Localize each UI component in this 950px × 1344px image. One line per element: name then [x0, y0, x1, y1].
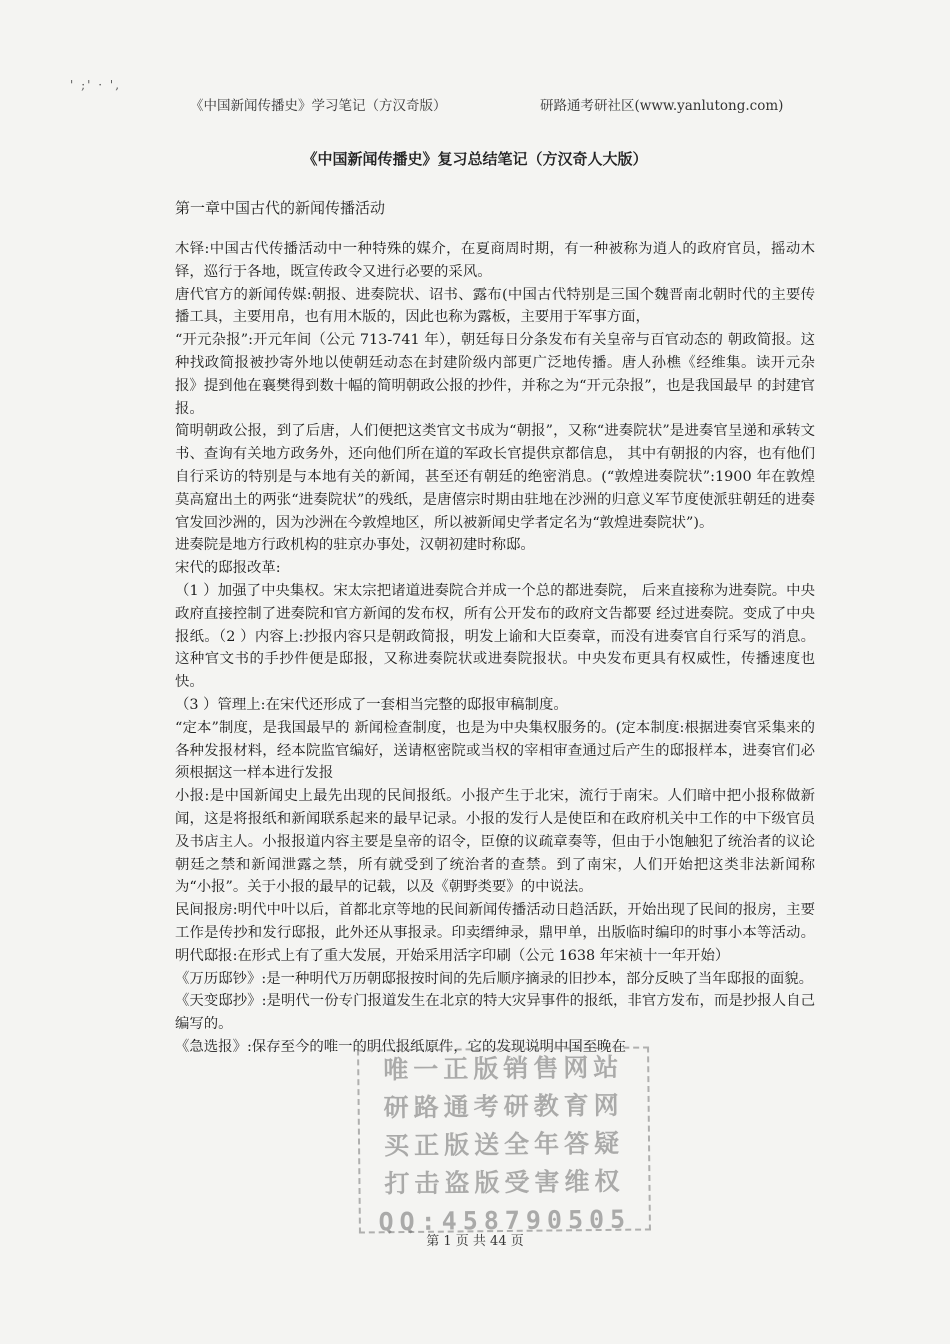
- paragraph: 民间报房:明代中叶以后，首都北京等地的民间新闻传播活动日趋活跃，开始出现了民间的报房，主要工作是传抄和发行邸报，此外还从事报录。印卖缙绅录，鼎甲单，出版临时编印的时事小本等活动。明代邸报:在形式上有了重大发展，开始采用活字印刷（公元 1638 年宋祯十一年开始）: [175, 902, 815, 964]
- paragraph: 木铎:中国古代传播活动中一种特殊的媒介，在夏商周时期，有一种被称为逍人的政府官员，摇动木铎，巡行于各地，既宣传政令又进行必要的采风。: [175, 241, 815, 280]
- paragraph: 小报:是中国新闻史上最先出现的民间报纸。小报产生于北宋，流行于南宋。人们暗中把小报称做新闻，这是将报纸和新闻联系起来的最早记录。小报的发行人是使臣和在政府机关中工作的中下级官员及书店主人。小报报道内容主要是皇帝的诏令，臣僚的议疏章奏等，但由于小饱触犯了统治者的议论朝廷之禁和新闻泄露之禁，所有就受到了统治者的查禁。到了南宋，人们开始把这类非法新闻称 为“小报”。关于小报的最早的记载，以及《朝野类要》的中说法。: [175, 788, 815, 896]
- watermark-stamp: [357, 1046, 651, 1237]
- body-text: [175, 238, 815, 1059]
- stamp-line: 研路通考研教育网: [383, 1090, 624, 1123]
- paragraph: 简明朝政公报，到了后唐，人们便把这类官文书成为“朝报”，又称“进奏院状”是进奏官呈递和承转文书、查询有关地方政务外，还向他们所在道的军政长官提供京都信息， 其中有朝报的内容，也有他们自行采访的特别是与本地有关的新闻，甚至还有朝廷的绝密消息。(“敦煌进奏院状”:1900 年在敦煌莫高窟出土的两张“进奏院状”的残纸，是唐僖宗时期由驻地在沙洲的归意义军节度使派驻朝廷的进奏官发回沙洲的，因为沙洲在今敦煌地区，所以被新闻史学者定名为“敦煌进奏院状”)。: [175, 423, 815, 531]
- paragraph: “开元杂报”:开元年间（公元 713-741 年），朝廷每日分条发布有关皇帝与百官动态的 朝政简报。这种找政简报被抄寄外地以使朝廷动态在封建阶级内部更广泛地传播。唐人孙樵《经维集。读开元杂报》提到他在襄樊得到数十幅的简明朝政公报的抄件，并称之为“开元杂报”，也是我国最早 的封建官报。: [175, 332, 815, 417]
- stamp-qq: QQ:458790505: [378, 1204, 632, 1237]
- paragraph: 唐代官方的新闻传媒:朝报、进奏院状、诏书、露布(中国古代特别是三国个魏晋南北朝时代的主要传播工具，主要用帛，也有用木版的，因此也称为露板，主要用于军事方面，: [175, 286, 815, 326]
- stamp-line: 买正版送全年答疑: [383, 1128, 625, 1161]
- paragraph: 宋代的邸报改革:: [175, 560, 281, 577]
- paragraph: 进奏院是地方行政机构的驻京办事处，汉朝初建时称邸。: [175, 537, 535, 554]
- paragraph: 《天变邸抄》:是明代一份专门报道发生在北京的特大灾异事件的报纸，非官方发布，而是抄报人自己编写的。: [175, 993, 815, 1033]
- page-header: [190, 94, 820, 114]
- paragraph: （1 ）加强了中央集权。宋太宗把诸道进奏院合并成一个总的都进奏院， 后来直接称为进奏院。中央政府直接控制了进奏院和官方新闻的发布权，所有公开发布的政府文告都要 经过进奏院。变成了中央报纸。（2 ）内容上:抄报内容只是朝政简报，明发上谕和大臣奏章，而没有进奏官自行采写的消息。 这种官文书的手抄件便是邸报，又称进奏院状或进奏院报状。中央发布更具有权威性，传播速度也快。: [175, 582, 815, 691]
- stamp-line: 唯一正版销售网站: [383, 1052, 624, 1085]
- header-left: 《中国新闻传播史》学习笔记（方汉奇版）: [190, 98, 447, 114]
- scan-artifact: ' ;' · ',: [70, 78, 122, 92]
- paragraph: 《万历邸钞》:是一种明代万历朝邸报按时间的先后顺序摘录的旧抄本，部分反映了当年邸报的面貌。: [175, 970, 814, 987]
- stamp-line: 打击盗版受害维权: [384, 1166, 625, 1199]
- paragraph: 《急选报》:保存至今的唯一的明代报纸原件，它的发现说明中国至晚在: [175, 1038, 626, 1055]
- chapter-heading: 第一章中国古代的新闻传播活动: [175, 199, 386, 217]
- paragraph: （3 ）管理上:在宋代还形成了一套相当完整的邸报审稿制度。: [175, 696, 568, 713]
- header-right: 研路通考研社区(www.yanlutong.com): [540, 98, 784, 114]
- page-footer: 第 1 页 共 44 页: [426, 1234, 524, 1249]
- document-title: 《中国新闻传播史》复习总结笔记（方汉奇人大版）: [302, 150, 648, 168]
- paragraph: “定本”制度，是我国最早的 新闻检查制度，也是为中央集权服务的。(定本制度:根据进奏官采集来的各种发报材料，经本院监官编好，送请枢密院或当权的宰相审查通过后产生的邸报样本，进奏官们必须根据这一样本进行发报: [175, 719, 815, 782]
